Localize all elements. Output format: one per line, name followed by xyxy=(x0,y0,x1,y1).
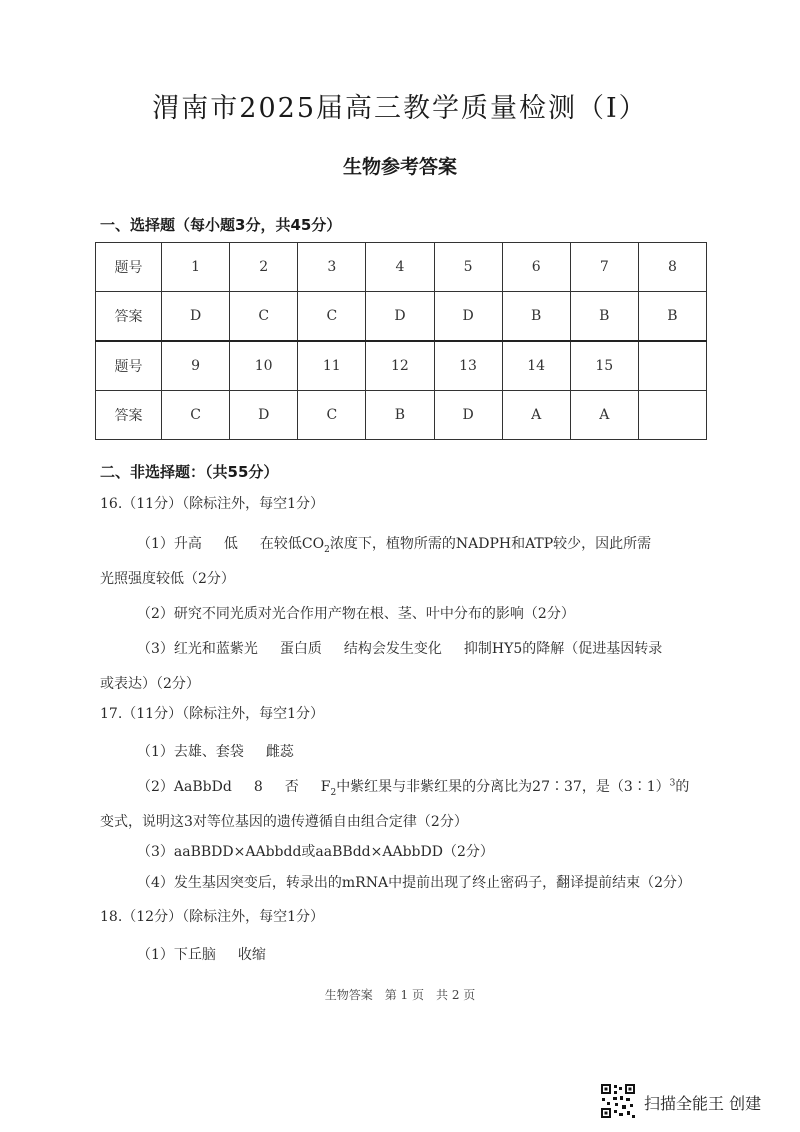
q17-part4: （4）发生基因突变后，转录出的mRNA中提前出现了终止密码子，翻译提前结束（2分） xyxy=(137,875,691,891)
answer-cell: D xyxy=(230,391,298,440)
row-label: 答案 xyxy=(96,291,162,341)
answer-cell: A xyxy=(502,391,570,440)
question-number: 15 xyxy=(570,341,638,391)
question-number: 14 xyxy=(502,341,570,391)
section1-heading: 一、选择题（每小题3分，共45分） xyxy=(100,216,342,234)
question-number: 8 xyxy=(638,243,706,292)
q16-part3: （3）红光和蓝紫光 蛋白质 结构会发生变化 抑制HY5的降解（促进基因转录 xyxy=(137,641,663,657)
question-number: 10 xyxy=(230,341,298,391)
row-label: 答案 xyxy=(96,391,162,440)
question-number: 7 xyxy=(570,243,638,292)
question-number: 11 xyxy=(298,341,366,391)
answer-cell: C xyxy=(298,291,366,341)
qr-code-icon xyxy=(600,1083,636,1119)
q17-part3: （3）aaBBDD×AAbbdd或aaBBdd×AAbbDD（2分） xyxy=(137,844,494,860)
answer-cell: B xyxy=(366,391,434,440)
q17-part2-cont: 变式，说明这3对等位基因的遗传遵循自由组合定律（2分） xyxy=(100,814,468,830)
q16-part3-cont: 或表达）（2分） xyxy=(100,676,200,692)
q18-heading: 18.（12分）（除标注外，每空1分） xyxy=(100,909,324,925)
scanner-label: 扫描全能王 创建 xyxy=(644,1094,762,1113)
answer-cell: B xyxy=(638,291,706,341)
answer-cell: D xyxy=(434,391,502,440)
page-footer: 生物答案 第 1 页 共 2 页 xyxy=(324,988,476,1002)
q16-part1-cont: 光照强度较低（2分） xyxy=(100,571,235,587)
table-row xyxy=(96,243,707,292)
question-number: 12 xyxy=(366,341,434,391)
answer-cell: C xyxy=(162,391,230,440)
answer-cell: D xyxy=(434,291,502,341)
q17-heading: 17.（11分）（除标注外，每空1分） xyxy=(100,706,324,722)
question-number: 1 xyxy=(162,243,230,292)
table-row xyxy=(96,341,707,391)
q18-part1: （1）下丘脑 收缩 xyxy=(137,947,266,963)
table-row xyxy=(96,391,707,440)
answer-cell: D xyxy=(162,291,230,341)
answer-cell: C xyxy=(230,291,298,341)
answer-table xyxy=(95,242,707,440)
q17-part2: （2）AaBbDd 8 否 $F_2$中紫红果与非紫红果的分离比为27∶37，是（3∶1）$^3$的 xyxy=(137,778,690,798)
question-number: 5 xyxy=(434,243,502,292)
question-number: 6 xyxy=(502,243,570,292)
answer-cell: C xyxy=(298,391,366,440)
table-row xyxy=(96,291,707,341)
page-subtitle: 生物参考答案 xyxy=(342,156,457,178)
question-number: 13 xyxy=(434,341,502,391)
q17-part1: （1）去雄、套袋 雌蕊 xyxy=(137,744,294,760)
question-number: 4 xyxy=(366,243,434,292)
row-label: 题号 xyxy=(96,243,162,292)
page-title: 渭南市2025届高三教学质量检测（Ⅰ） xyxy=(152,93,648,124)
answer-cell: B xyxy=(502,291,570,341)
question-number xyxy=(638,341,706,391)
q16-part2: （2）研究不同光质对光合作用产物在根、茎、叶中分布的影响（2分） xyxy=(137,606,575,622)
q16-part1: （1）升高 低 在较低$CO_2$浓度下，植物所需的NADPH和ATP较少，因此所需 xyxy=(137,536,652,555)
scanner-watermark xyxy=(600,1083,790,1119)
q16-heading: 16.（11分）（除标注外，每空1分） xyxy=(100,496,324,512)
answer-cell: A xyxy=(570,391,638,440)
row-label: 题号 xyxy=(96,341,162,391)
answer-cell xyxy=(638,391,706,440)
question-number: 2 xyxy=(230,243,298,292)
answer-cell: D xyxy=(366,291,434,341)
answer-cell: B xyxy=(570,291,638,341)
section2-heading: 二、非选择题：（共55分） xyxy=(100,463,279,481)
question-number: 9 xyxy=(162,341,230,391)
question-number: 3 xyxy=(298,243,366,292)
